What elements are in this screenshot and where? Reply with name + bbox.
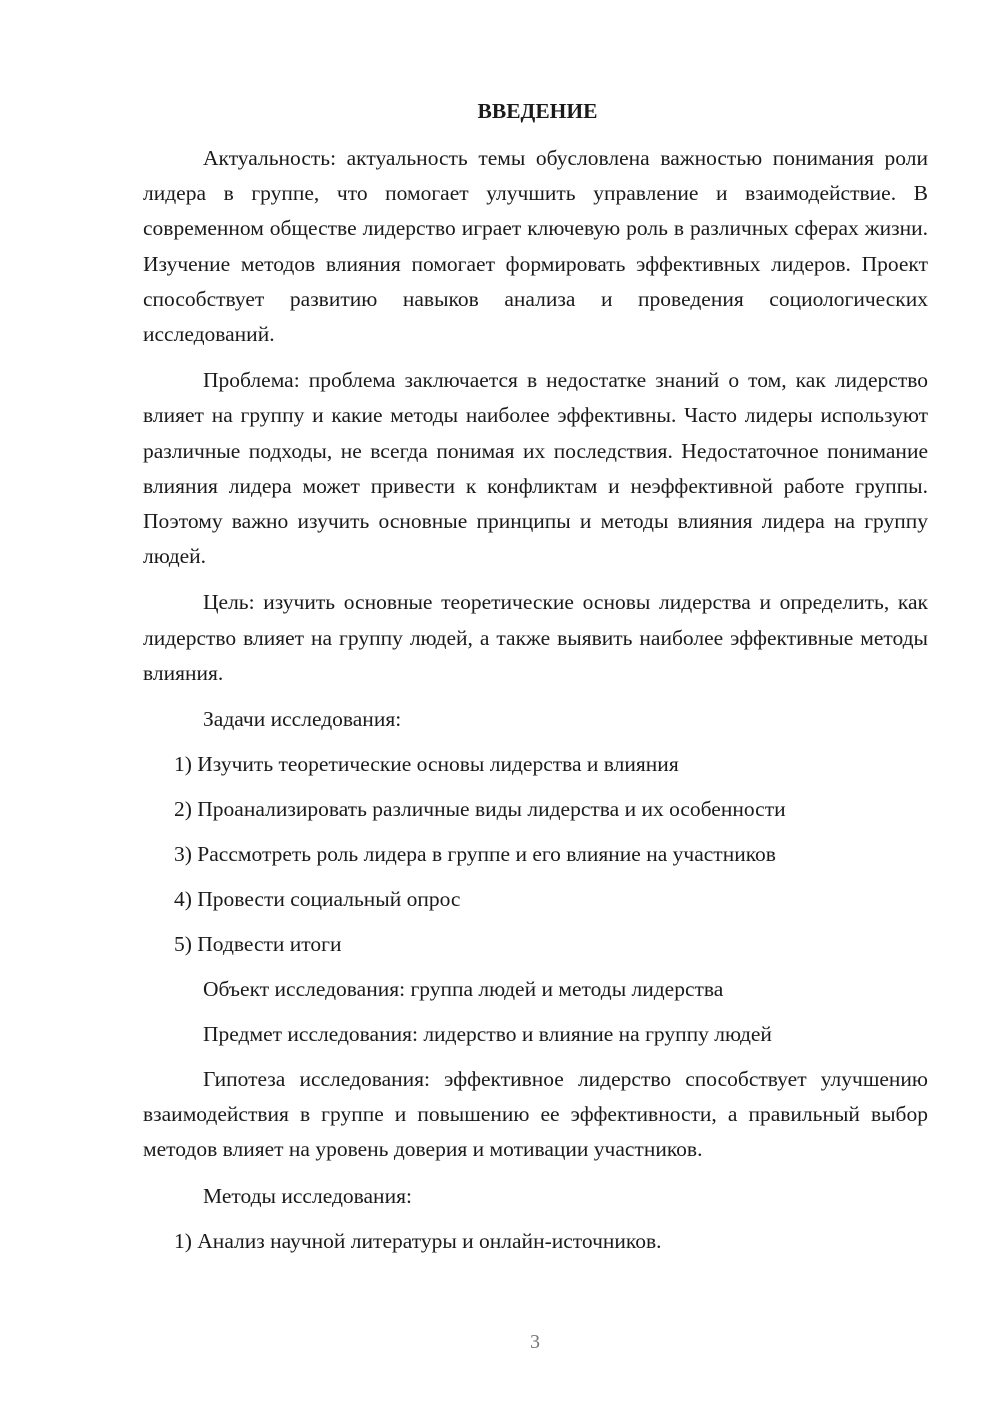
research-object: Объект исследования: группа людей и методы лидерства — [203, 977, 724, 1002]
hypothesis-paragraph: Гипотеза исследования: эффективное лидерство способствует улучшению взаимодействия в группе и повышению ее эффективности, а правильный выбор методов влияет на уровень доверия и мотивации участников. — [143, 1067, 928, 1162]
task-item: 3) Рассмотреть роль лидера в группе и его влияние на участников — [174, 842, 776, 867]
page-content — [143, 94, 928, 1269]
task-item: 4) Провести социальный опрос — [174, 887, 461, 912]
page-title: ВВЕДЕНИЕ — [477, 99, 598, 123]
task-item: 2) Проанализировать различные виды лидерства и их особенности — [174, 797, 786, 822]
task-item: 1) Изучить теоретические основы лидерства и влияния — [174, 752, 679, 777]
tasks-heading: Задачи исследования: — [203, 707, 402, 732]
goal-paragraph: Цель: изучить основные теоретические основы лидерства и определить, как лидерство влияет на группу людей, а также выявить наиболее эффективные методы влияния. — [143, 590, 928, 685]
research-subject: Предмет исследования: лидерство и влияние на группу людей — [203, 1022, 772, 1047]
methods-heading: Методы исследования: — [203, 1183, 412, 1208]
page-number: 3 — [530, 1331, 540, 1353]
method-item: 1) Анализ научной литературы и онлайн-источников. — [174, 1228, 662, 1253]
task-item: 5) Подвести итоги — [174, 932, 342, 957]
problem-paragraph: Проблема: проблема заключается в недостатке знаний о том, как лидерство влияет на группу и какие методы наиболее эффективны. Часто лидеры используют различные подходы, не всегда понимая их последствия. Недостаточное понимание влияния лидера может привести к конфликтам и неэффективной работе группы. Поэтому важно изучить основные принципы и методы влияния лидера на группу людей. — [143, 368, 928, 569]
relevance-paragraph: Актуальность: актуальность темы обусловлена важностью понимания роли лидера в группе, что помогает улучшить управление и взаимодействие. В современном обществе лидерство играет ключевую роль в различных сферах жизни. Изучение методов влияния помогает формировать эффективных лидеров. Проект способствует развитию навыков анализа и проведения социологических исследований. — [143, 146, 928, 347]
